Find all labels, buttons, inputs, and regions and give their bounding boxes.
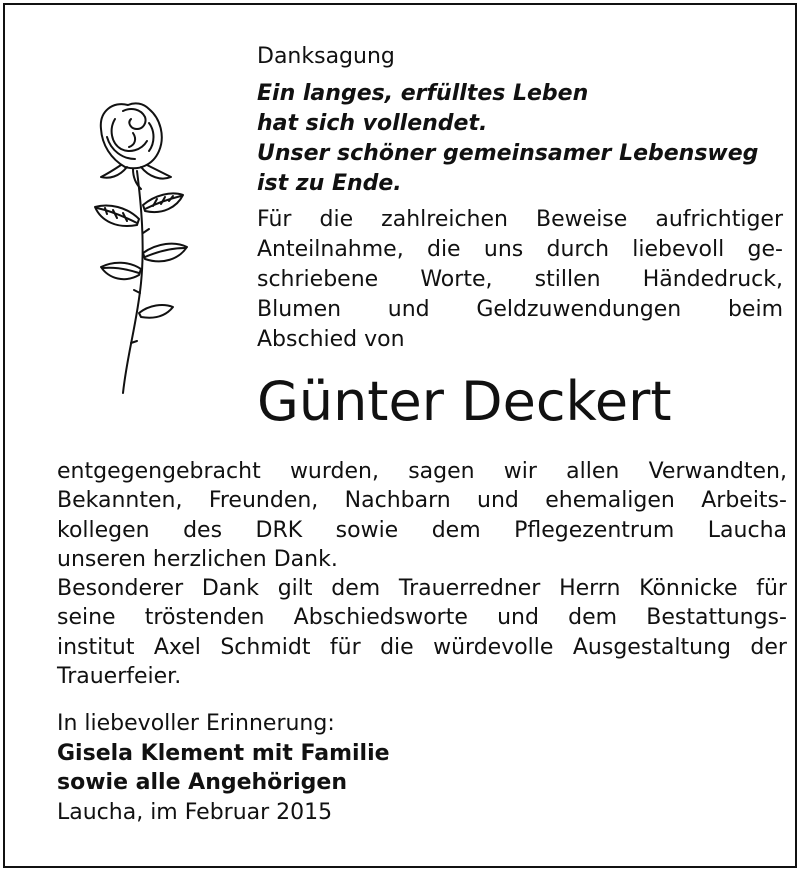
- word: Für: [257, 207, 292, 232]
- word: sagen: [408, 459, 475, 484]
- word: und: [387, 297, 430, 322]
- word: die: [426, 237, 461, 262]
- intro-line-last: Abschied von: [257, 327, 405, 352]
- word: gilt: [277, 576, 313, 602]
- word: zahlreichen: [381, 207, 508, 232]
- quote-block: [257, 79, 783, 199]
- word: Herrn: [559, 576, 621, 602]
- word: Könnicke: [639, 576, 738, 602]
- intro-line: [257, 235, 783, 265]
- thanks-paragraph: [57, 457, 787, 691]
- word: für: [756, 576, 787, 602]
- word: Schmidt: [220, 634, 311, 660]
- word: Freunden,: [208, 488, 319, 514]
- obituary-notice: [3, 3, 797, 868]
- word: ehemaligen: [545, 488, 675, 514]
- word: Bestattungs-: [646, 605, 787, 631]
- body-line: [57, 457, 787, 486]
- word: dem: [331, 576, 381, 602]
- intro-line: [257, 205, 783, 235]
- word: Dank: [201, 576, 259, 602]
- word: stillen: [534, 267, 601, 292]
- word: institut: [57, 634, 135, 660]
- signer-line: Gisela Klement mit Familie: [57, 740, 390, 766]
- word: Arbeits-: [701, 488, 787, 514]
- word: kollegen: [57, 517, 150, 543]
- word: seine: [57, 605, 116, 631]
- word: für: [329, 634, 361, 660]
- word: die: [380, 634, 414, 660]
- rose-icon: [83, 93, 193, 403]
- word: durch: [546, 237, 610, 262]
- word: Händedruck,: [642, 267, 783, 292]
- intro-block: [257, 43, 783, 355]
- word: Axel: [153, 634, 201, 660]
- word: Beweise: [536, 207, 628, 232]
- word: der: [750, 634, 787, 660]
- quote-line: hat sich vollendet.: [257, 111, 488, 136]
- word: die: [319, 207, 354, 232]
- remembrance-text: In liebevoller Erinnerung:: [57, 711, 335, 736]
- closing-block: [57, 709, 657, 827]
- word: Verwandten,: [648, 459, 787, 484]
- word: Trauerredner: [398, 576, 541, 602]
- signer-line: sowie alle Angehörigen: [57, 770, 348, 795]
- body-line: [57, 633, 787, 662]
- word: und: [497, 605, 539, 631]
- word: würdevolle: [433, 634, 554, 660]
- word: Laucha: [707, 517, 787, 543]
- word: Geldzuwendungen: [476, 297, 682, 322]
- word: dem: [568, 605, 618, 631]
- quote-line: Unser schöner gemeinsamer Lebensweg: [257, 141, 759, 166]
- word: Besonderer: [57, 576, 184, 602]
- quote-line: Ein langes, erfülltes Leben: [257, 81, 589, 106]
- word: des: [183, 517, 223, 543]
- body-line: [57, 516, 787, 545]
- word: tröstenden: [144, 605, 265, 631]
- word: Anteilnahme,: [257, 237, 404, 262]
- word: liebevoll: [632, 237, 725, 262]
- word: Worte,: [420, 267, 493, 292]
- word: allen: [566, 459, 620, 484]
- word: aufrichtiger: [655, 207, 783, 232]
- word: ge-: [747, 237, 783, 262]
- quote-line: ist zu Ende.: [257, 171, 402, 196]
- body-line-end: unseren herzlichen Dank.: [57, 546, 338, 572]
- word: Pflegezentrum: [514, 517, 675, 543]
- word: Ausgestaltung: [572, 634, 731, 660]
- intro-line: [257, 265, 783, 295]
- word: uns: [483, 237, 524, 262]
- body-line-end: Trauerfeier.: [57, 664, 182, 690]
- word: Nachbarn: [344, 488, 451, 514]
- body-line: [57, 603, 787, 632]
- word: Blumen: [257, 297, 342, 322]
- word: Bekannten,: [57, 488, 183, 514]
- word: entgegengebracht: [57, 459, 261, 484]
- body-line: [57, 574, 787, 603]
- notice-heading: Danksagung: [257, 44, 395, 69]
- word: wir: [503, 459, 537, 484]
- word: und: [477, 488, 519, 514]
- word: sowie: [335, 517, 399, 543]
- word: wurden,: [289, 459, 379, 484]
- word: dem: [431, 517, 481, 543]
- deceased-name: Günter Deckert: [257, 370, 672, 433]
- intro-line: [257, 295, 783, 325]
- word: schriebene: [257, 267, 379, 292]
- place-date: Laucha, im Februar 2015: [57, 799, 333, 825]
- body-line: [57, 486, 787, 515]
- word: DRK: [255, 517, 303, 543]
- intro-paragraph: [257, 205, 783, 355]
- word: Abschiedsworte: [293, 605, 468, 631]
- word: beim: [727, 297, 783, 322]
